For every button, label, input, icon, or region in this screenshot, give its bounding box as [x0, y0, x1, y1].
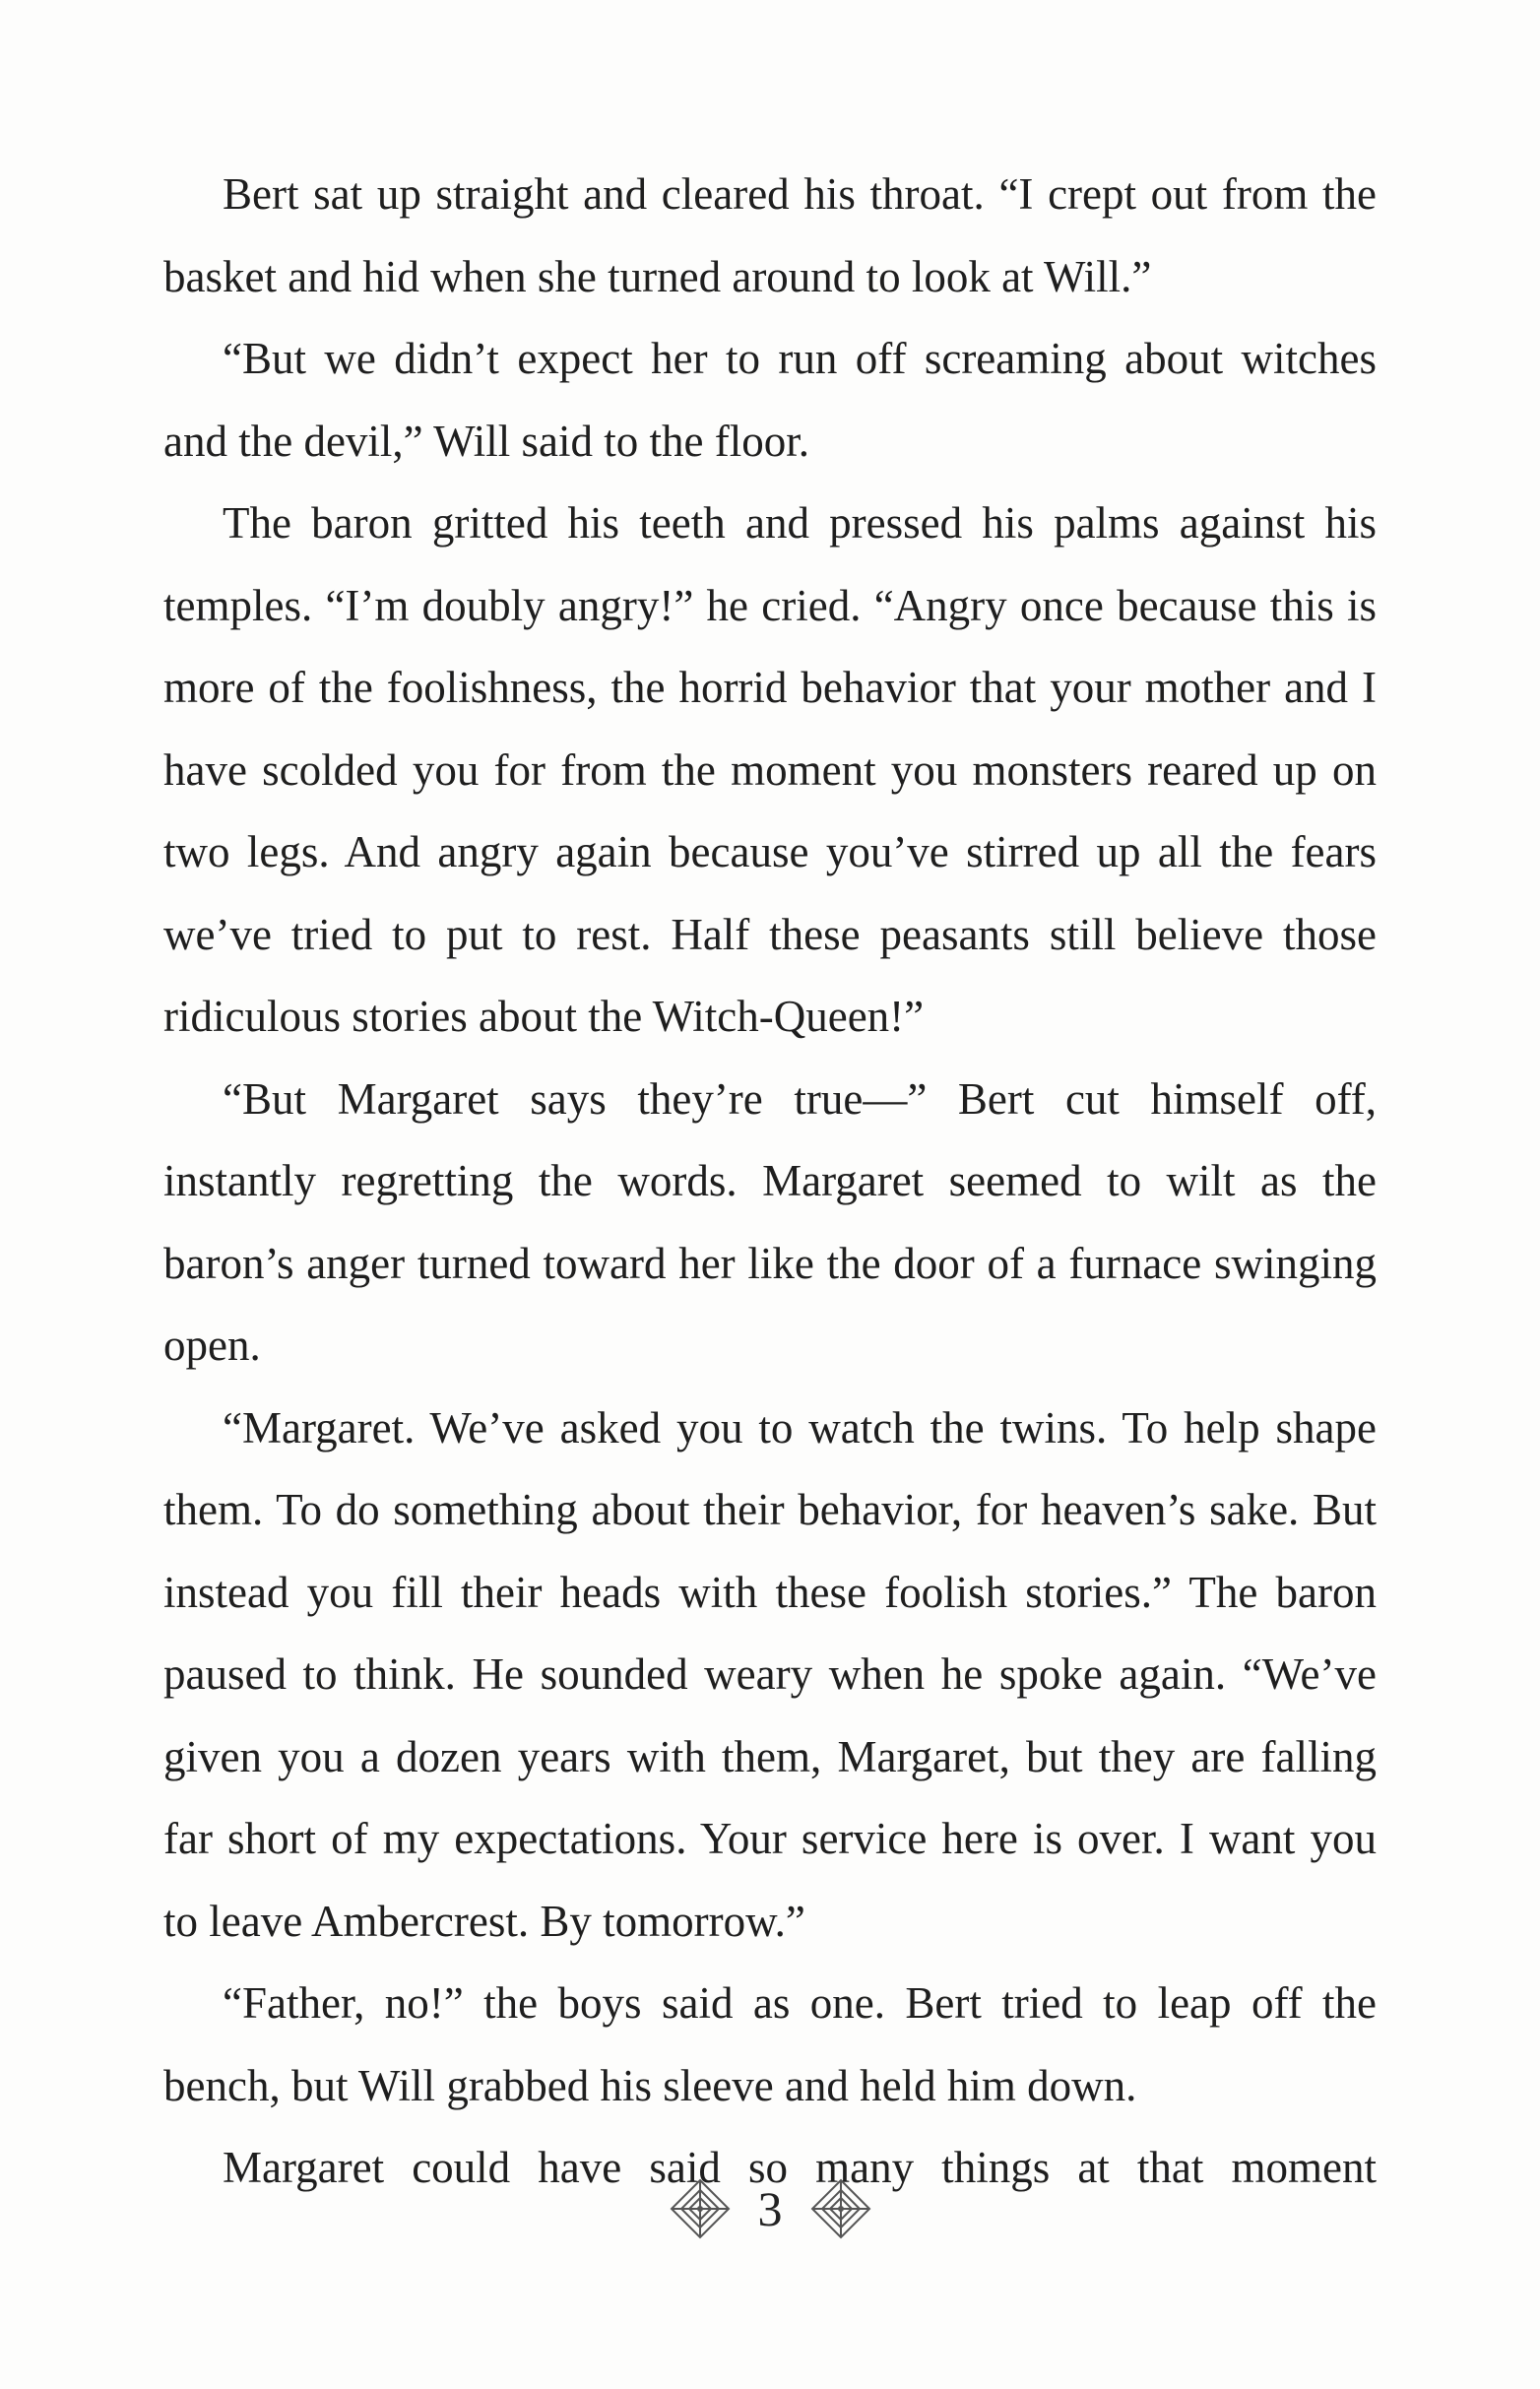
paragraph: “Father, no!” the boys said as one. Bert tried to leap off the bench, but Will grabbed his sleeve and held him down. — [163, 1978, 1377, 2110]
paragraph: The baron gritted his teeth and pressed his palms against his temples. “I’m doubly angry!” he cried. “Angry once because this is more of the foolishness, the horrid behavior that your mother and I have scolded you for from the moment you monsters reared up on two legs. And angry again because you’ve stirred up all the fears we’ve tried to put to rest. Half these peasants still believe those ridiculous stories about the Witch-Queen!” — [163, 498, 1377, 1041]
paragraph: Margaret could have said so many things at that moment — [223, 2143, 1377, 2192]
diamond-flourish-icon — [808, 2176, 873, 2241]
paragraph: Bert sat up straight and cleared his throat. “I crept out from the basket and hid when she turned around to look at Will.” — [163, 169, 1377, 301]
paragraph: “Margaret. We’ve asked you to watch the twins. To help shape them. To do something about their behavior, for heaven’s sake. But instead you fill their heads with these foolish stories.” The baron paused to think. He sounded weary when he spoke again. “We’ve given you a dozen years with them, Margaret, but they are falling far short of my expectations. Your service here is over. I want you to leave Ambercrest. By tomorrow.” — [163, 1402, 1377, 1946]
page-number: 3 — [757, 2181, 783, 2236]
page-footer — [0, 2164, 1540, 2253]
body-text — [163, 154, 1377, 2210]
diamond-flourish-icon — [668, 2176, 733, 2241]
paragraph: “But Margaret says they’re true—” Bert cut himself off, instantly regretting the words. Margaret seemed to wilt as the baron’s anger turned toward her like the door of a furnace swinging open. — [163, 1073, 1377, 1370]
paragraph: “But we didn’t expect her to run off screaming about witches and the devil,” Will said to the floor. — [163, 334, 1377, 466]
